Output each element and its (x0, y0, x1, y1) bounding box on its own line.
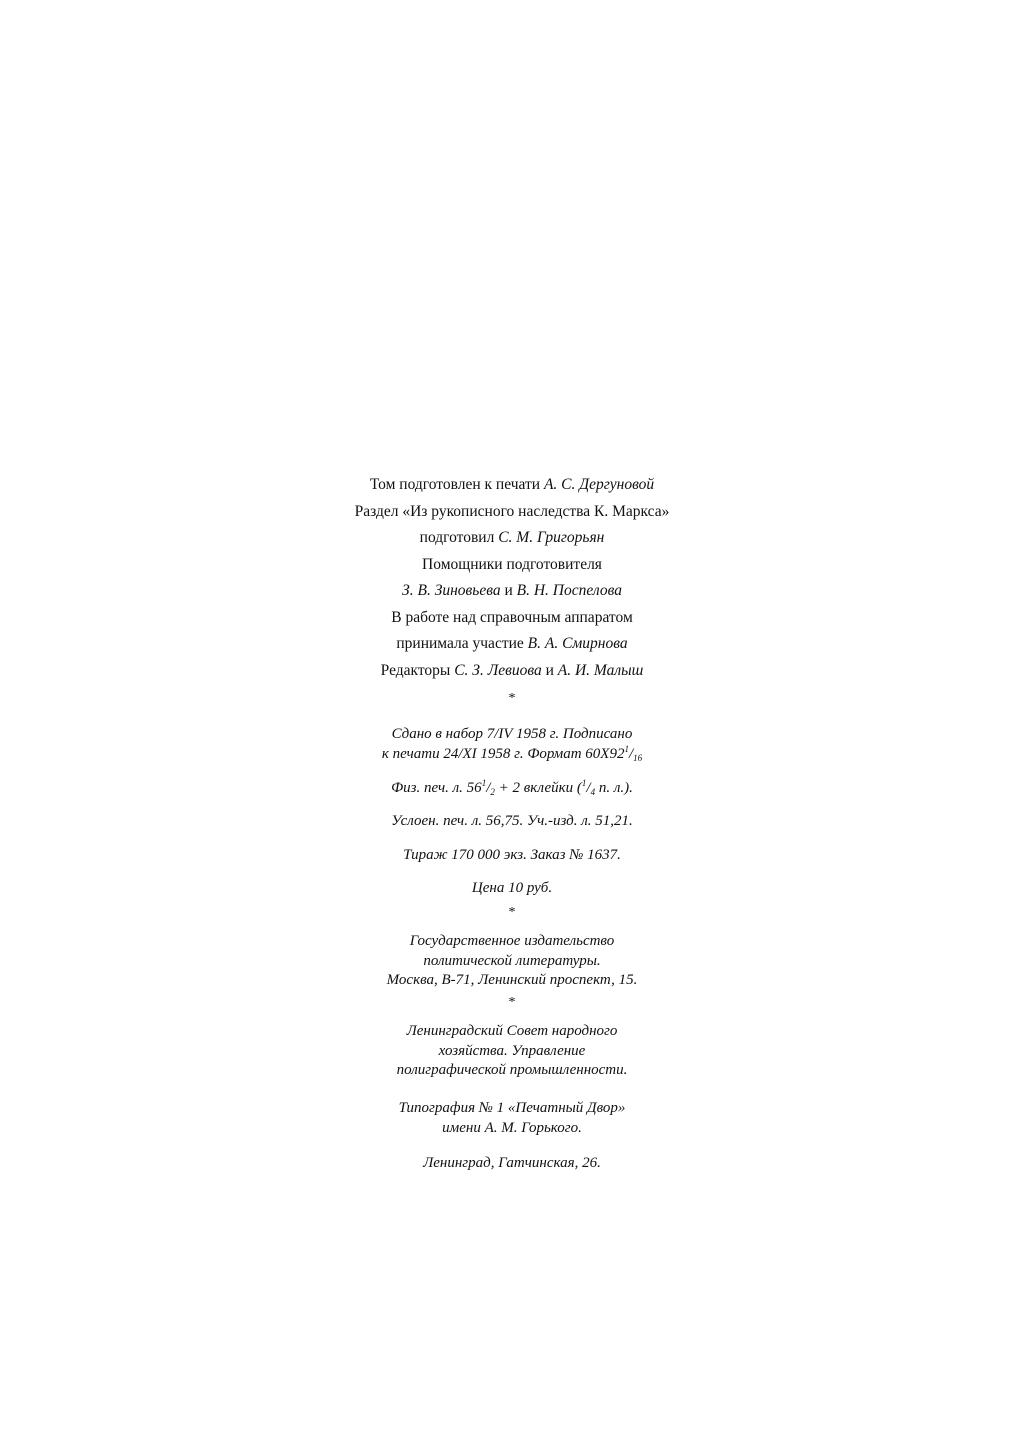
format-text: к печати 24/XI 1958 г. Формат 60X92 (381, 745, 625, 762)
conventional-sheets-line: Услоен. печ. л. 56,75. Уч.-изд. л. 51,21. (391, 813, 633, 829)
print-run-line: Тираж 170 000 экз. Заказ № 1637. (403, 847, 621, 863)
printer-line: хозяйства. Управление (438, 1042, 586, 1059)
price-line: Цена 10 руб. (471, 880, 553, 896)
printer-address: Ленинград, Гатчинская, 26. (423, 1155, 601, 1171)
publisher-line: Государственное издательство (409, 933, 615, 949)
credits-text: Том подготовлен к печати (369, 476, 544, 493)
fraction-denominator: 2 (490, 787, 495, 797)
submitted-block (0, 725, 1024, 764)
credits-line-section: Раздел «Из рукописного наследства К. Маркса» (354, 502, 670, 520)
separator-star: * (508, 905, 516, 920)
contributor-name: В. А. Смирнова (527, 635, 628, 652)
publisher-block (0, 932, 1024, 991)
credits-line-prepared (0, 472, 1024, 499)
fraction-numerator: 1 (581, 778, 587, 788)
credits-text: и (541, 661, 558, 679)
printer-line: имени А. М. Горького. (442, 1119, 582, 1136)
sheets-text: + 2 вклейки ( (494, 780, 582, 796)
assistant-name: В. Н. Поспелова (516, 582, 622, 599)
fraction-denominator: 4 (590, 787, 596, 797)
editor-name: С. М. Григорьян (498, 529, 605, 546)
credits-line-editors (0, 658, 1024, 685)
fraction-slash: / (586, 780, 591, 796)
editor-name: А. С. Дергуновой (543, 476, 655, 493)
sheets-text: п. л.). (595, 780, 633, 796)
credits-block (0, 472, 1024, 684)
printer-line: Ленинградский Совет народного (406, 1023, 618, 1039)
sheets-text: Физ. печ. л. 56 (391, 780, 482, 796)
editor-name: С. З. Левиова (454, 661, 542, 679)
credits-text: и (500, 582, 517, 599)
credits-line-reference-name (0, 631, 1024, 658)
fraction-numerator: 1 (481, 778, 487, 788)
format-line (0, 745, 1024, 765)
fraction-slash: / (486, 780, 491, 796)
credits-line-reference: В работе над справочным аппаратом (391, 608, 633, 626)
printer-line: полиграфической промышленности. (396, 1062, 628, 1078)
assistant-name: З. В. Зиновьева (402, 582, 501, 599)
publisher-address: Москва, В-71, Ленинский проспект, 15. (386, 972, 638, 988)
sheets-line (0, 779, 1024, 799)
fraction-numerator: 1 (624, 743, 629, 754)
separator-star: * (508, 691, 516, 706)
credits-text: принимала участие (396, 635, 528, 652)
credits-line-assistants: Помощники подготовителя (422, 555, 602, 573)
fraction-slash: / (628, 745, 634, 762)
credits-line-section-editor (0, 525, 1024, 552)
submitted-line: Сдано в набор 7/IV 1958 г. Подписано (391, 726, 633, 742)
credits-text: Редакторы (380, 661, 455, 679)
credits-text: подготовил (419, 529, 499, 546)
sheets-text-line (0, 779, 1024, 799)
credits-line-assistant-names (0, 578, 1024, 605)
editor-name: А. И. Малыш (557, 661, 644, 679)
printer-line: Типография № 1 «Печатный Двор» (398, 1100, 626, 1116)
separator-star: * (508, 995, 516, 1010)
fraction-denominator: 16 (633, 752, 643, 763)
council-block (0, 1022, 1024, 1081)
printing-house-block (0, 1099, 1024, 1138)
publisher-line: политической литературы. (423, 952, 601, 969)
